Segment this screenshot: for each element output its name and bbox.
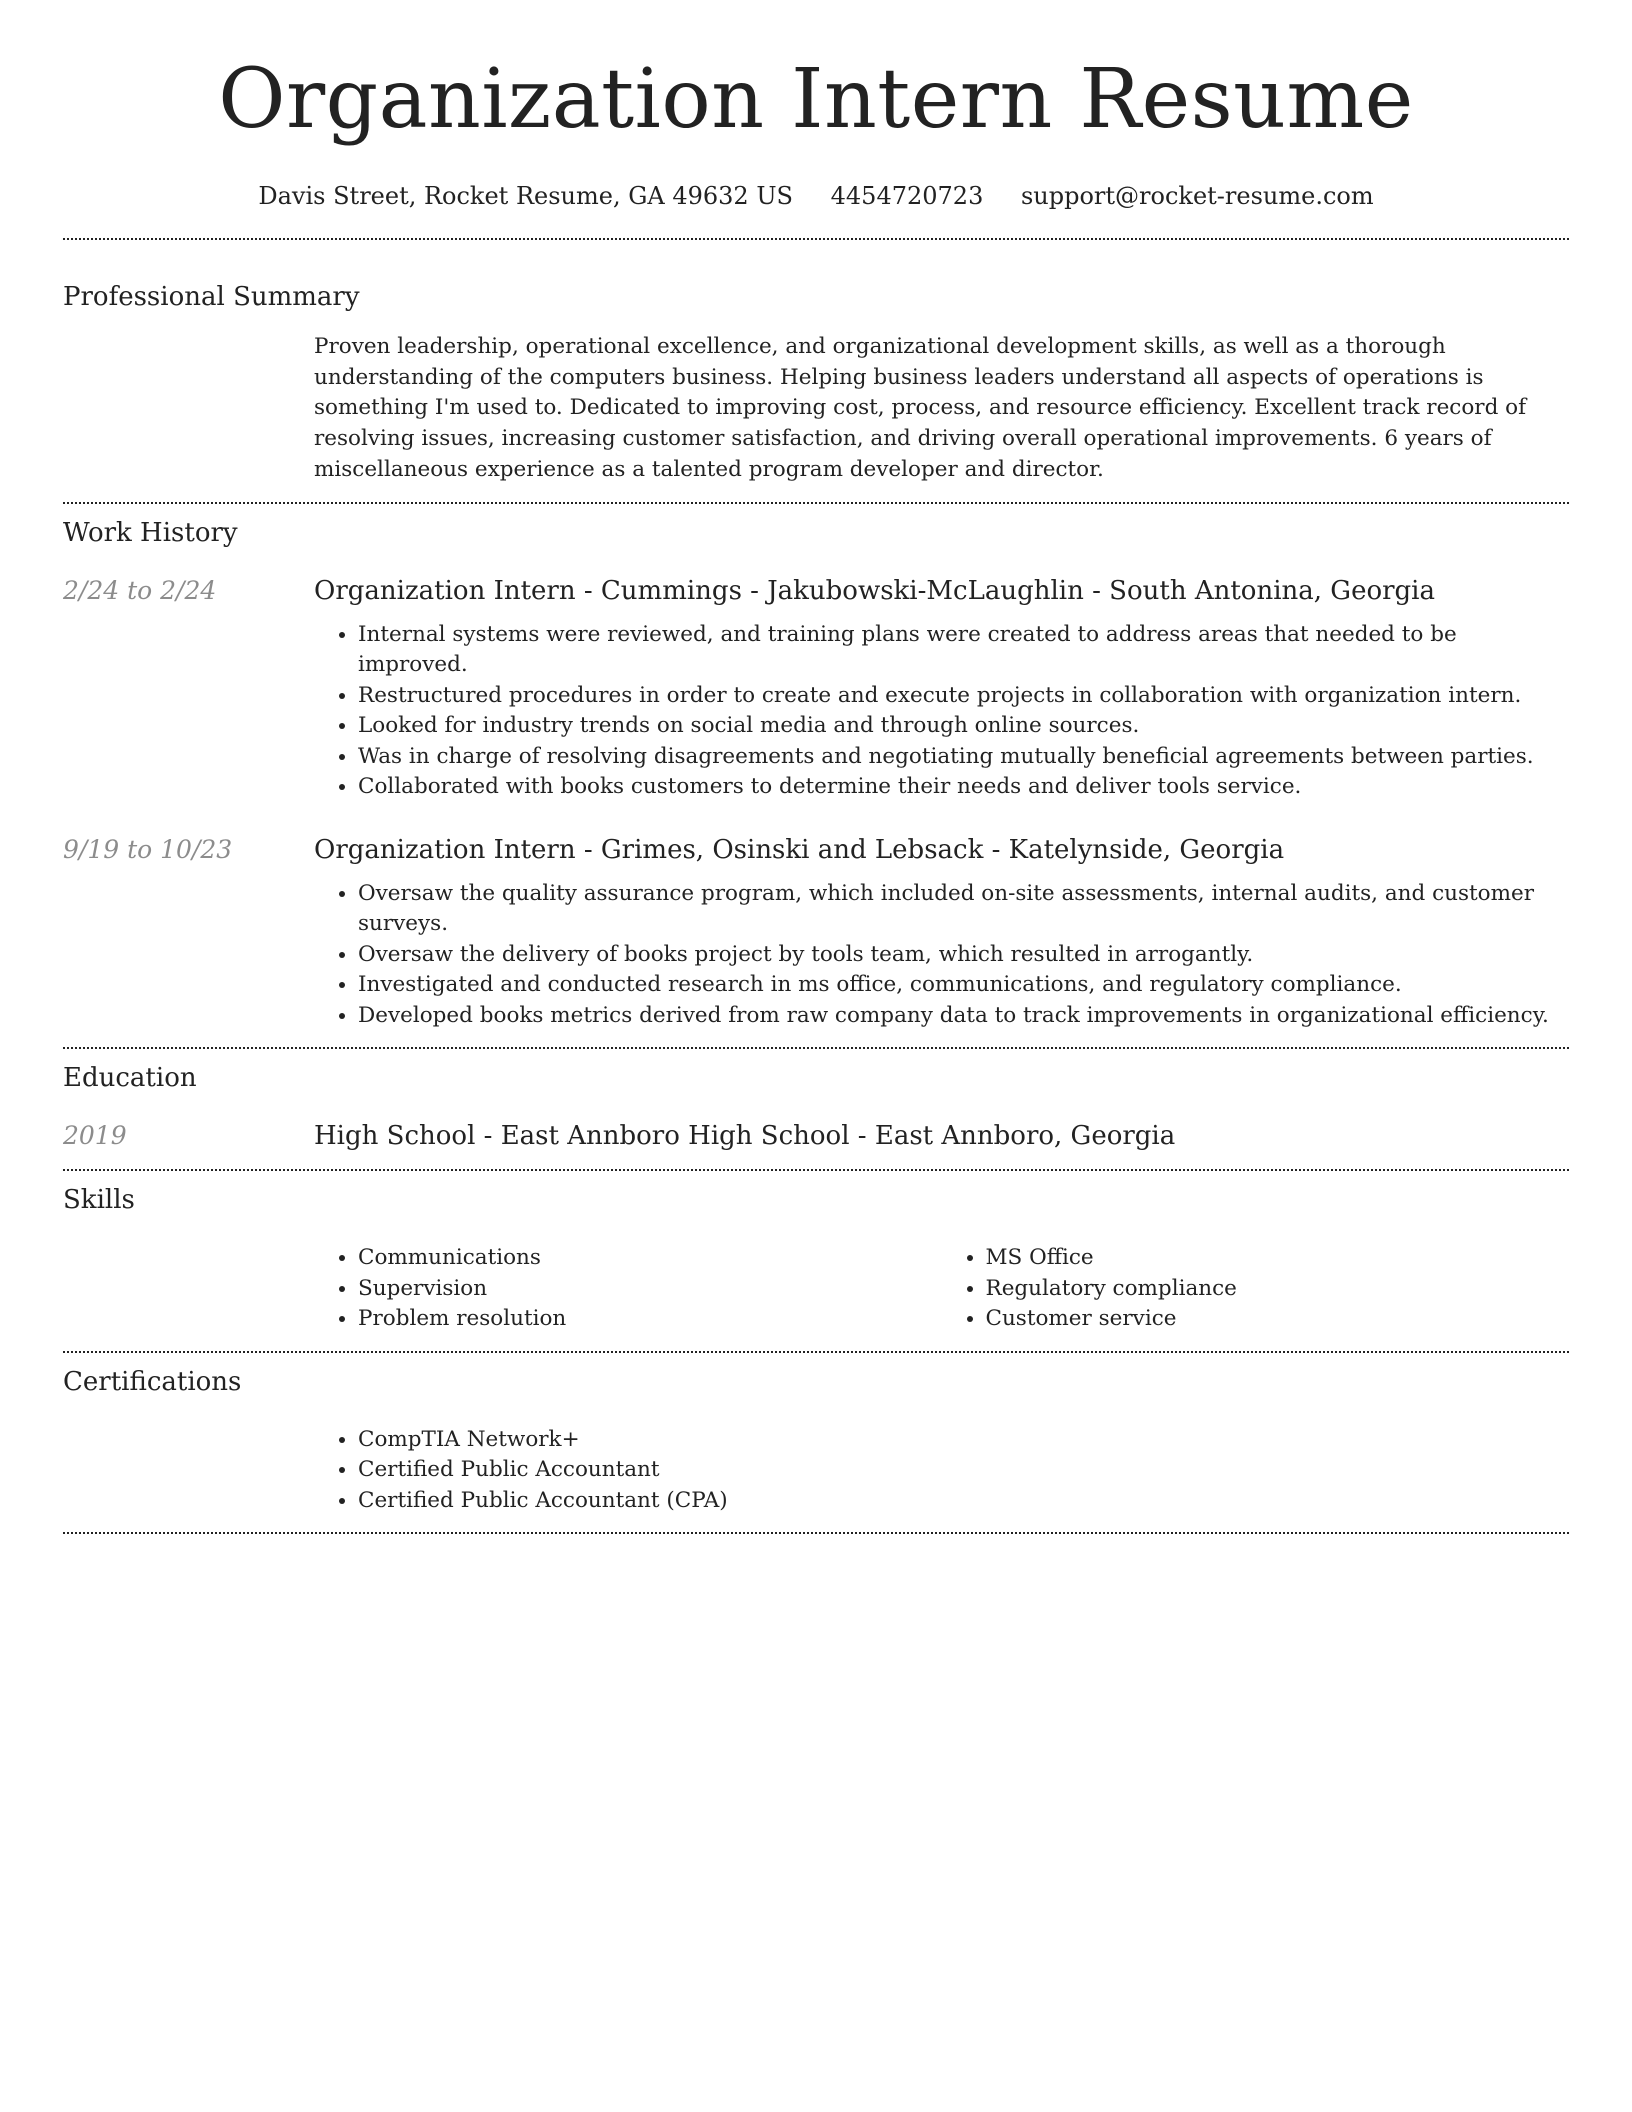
list-item: • Customer service (986, 1304, 1570, 1335)
education-heading: High School - East Annboro High School - East Annboro, Georgia (314, 1121, 1176, 1152)
education-year: 2019 (63, 1121, 127, 1151)
certifications-section (63, 1353, 1569, 1517)
list-item: • Looked for industry trends on social media and through online sources. (358, 711, 1569, 742)
skills-grid (314, 1243, 1569, 1335)
job-entry (63, 574, 1569, 803)
list-item: • Restructured procedures in order to create and execute projects in collaboration with organization intern. (358, 681, 1569, 712)
summary-text: Proven leadership, operational excellence, and organizational development skills, as well as a thorough understanding of the computers business. Helping business leaders understand all aspects of operations is something I'm used to. Dedicated to improving cost, process, and resource efficiency. Excellent track record of resolving issues, increasing customer satisfaction, and driving overall operational improvements. 6 years of miscellaneous experience as a talented program developer and director. (314, 334, 1527, 482)
work-history-section (63, 504, 1569, 1032)
resume-header (63, 0, 1569, 212)
education-section (63, 1049, 1569, 1153)
list-item: • Internal systems were reviewed, and training plans were created to address areas that needed to be improved. (358, 620, 1569, 681)
list-item: • Certified Public Accountant (CPA) (358, 1486, 1569, 1517)
divider (63, 1532, 1569, 1534)
job-bullets (314, 620, 1569, 803)
list-item: • Certified Public Accountant (358, 1455, 1569, 1486)
list-item: • Problem resolution (358, 1304, 942, 1335)
list-item: • Supervision (358, 1274, 942, 1305)
contact-email: support@rocket-resume.com (1020, 182, 1374, 210)
section-title-education: Education (63, 1063, 197, 1094)
list-item: • Oversaw the quality assurance program, which included on-site assessments, internal audits, and customer surveys. (358, 879, 1569, 940)
job-entry (63, 833, 1569, 1032)
summary-section (63, 240, 1569, 486)
skills-list-right (942, 1243, 1570, 1335)
job-bullets (314, 879, 1569, 1032)
list-item: • Oversaw the delivery of books project by tools team, which resulted in arrogantly. (358, 940, 1569, 971)
job-dates: 9/19 to 10/23 (63, 834, 233, 864)
section-title-certifications: Certifications (63, 1366, 242, 1397)
list-item: • Collaborated with books customers to determine their needs and deliver tools service. (358, 772, 1569, 803)
contact-address: Davis Street, Rocket Resume, GA 49632 US (258, 182, 793, 210)
job-dates: 2/24 to 2/24 (63, 575, 217, 605)
list-item: • Developed books metrics derived from raw company data to track improvements in organizational efficiency. (358, 1001, 1569, 1032)
list-item: • CompTIA Network+ (358, 1425, 1569, 1456)
list-item: • MS Office (986, 1243, 1570, 1274)
skills-list-left (314, 1243, 942, 1335)
section-title-summary: Professional Summary (63, 282, 360, 312)
certifications-list (314, 1425, 1569, 1517)
contact-line (63, 180, 1569, 212)
list-item: • Was in charge of resolving disagreements and negotiating mutually beneficial agreements between parties. (358, 742, 1569, 773)
list-item: • Regulatory compliance (986, 1274, 1570, 1305)
section-title-work-history: Work History (63, 517, 238, 548)
resume-title: Organization Intern Resume (218, 52, 1414, 147)
list-item: • Communications (358, 1243, 942, 1274)
education-entry (63, 1119, 1569, 1153)
job-heading: Organization Intern - Cummings - Jakubowski-McLaughlin - South Antonina, Georgia (314, 575, 1435, 606)
skills-section (63, 1171, 1569, 1335)
list-item: • Investigated and conducted research in ms office, communications, and regulatory compliance. (358, 970, 1569, 1001)
contact-phone: 4454720723 (830, 182, 984, 210)
job-heading: Organization Intern - Grimes, Osinski and Lebsack - Katelynside, Georgia (314, 834, 1285, 865)
section-title-skills: Skills (63, 1185, 135, 1216)
